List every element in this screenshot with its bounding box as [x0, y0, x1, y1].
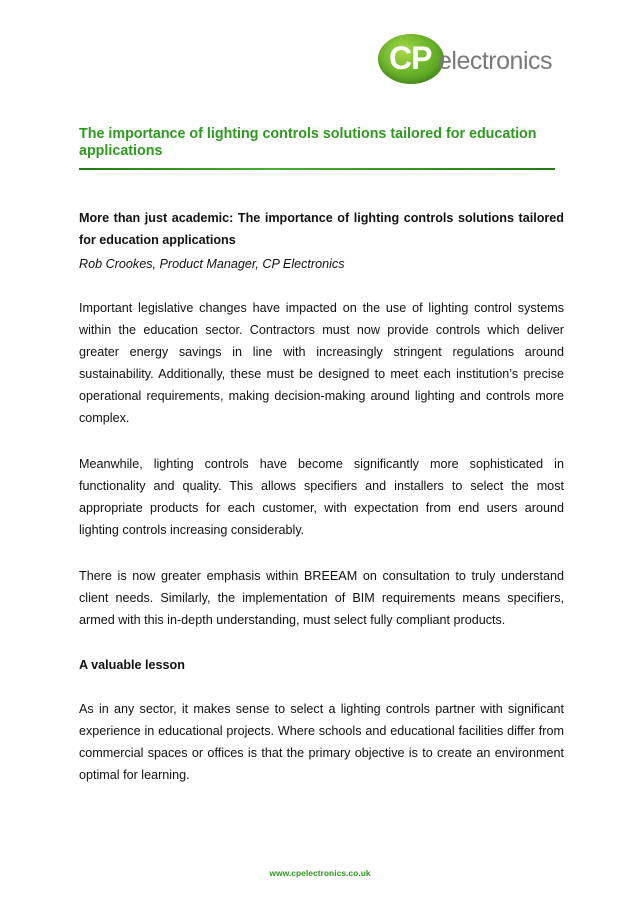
section-heading: A valuable lesson: [79, 658, 185, 672]
logo-mark: CP: [389, 40, 432, 76]
logo-wordmark: electronics: [438, 47, 552, 75]
paragraph-4: As in any sector, it makes sense to select a lighting controls partner with significant experience in educational projects. Where schools and educational facilities differ from commercial spaces or offices is that the primary objective is to create an environment optimal for learning.: [79, 702, 564, 782]
article-byline: Rob Crookes, Product Manager, CP Electronics: [79, 257, 345, 271]
paragraph-1: Important legislative changes have impacted on the use of lighting control systems within the education sector. Contractors must now provide controls which deliver greater energy savings in line with increasingly stringent regulations around sustainability. Additionally, these must be designed to meet each institution’s precise operational requirements, making decision-making around lighting and controls more complex.: [79, 301, 564, 425]
cp-electronics-logo: [378, 30, 563, 88]
article-heading: More than just academic: The importance of lighting controls solutions tailored for education applications: [79, 211, 564, 247]
document-title: The importance of lighting controls solutions tailored for education applications: [79, 126, 537, 159]
title-divider: [79, 168, 555, 170]
paragraph-2: Meanwhile, lighting controls have become significantly more sophisticated in functionality and quality. This allows specifiers and installers to select the most appropriate products for each customer, with expectation from end users around lighting controls increasing considerably.: [79, 457, 564, 537]
footer-url: www.cpelectronics.co.uk: [269, 868, 371, 878]
paragraph-3: There is now greater emphasis within BREEAM on consultation to truly understand client needs. Similarly, the implementation of BIM requirements means specifiers, armed with this in-depth understanding, must select fully compliant products.: [79, 569, 564, 627]
